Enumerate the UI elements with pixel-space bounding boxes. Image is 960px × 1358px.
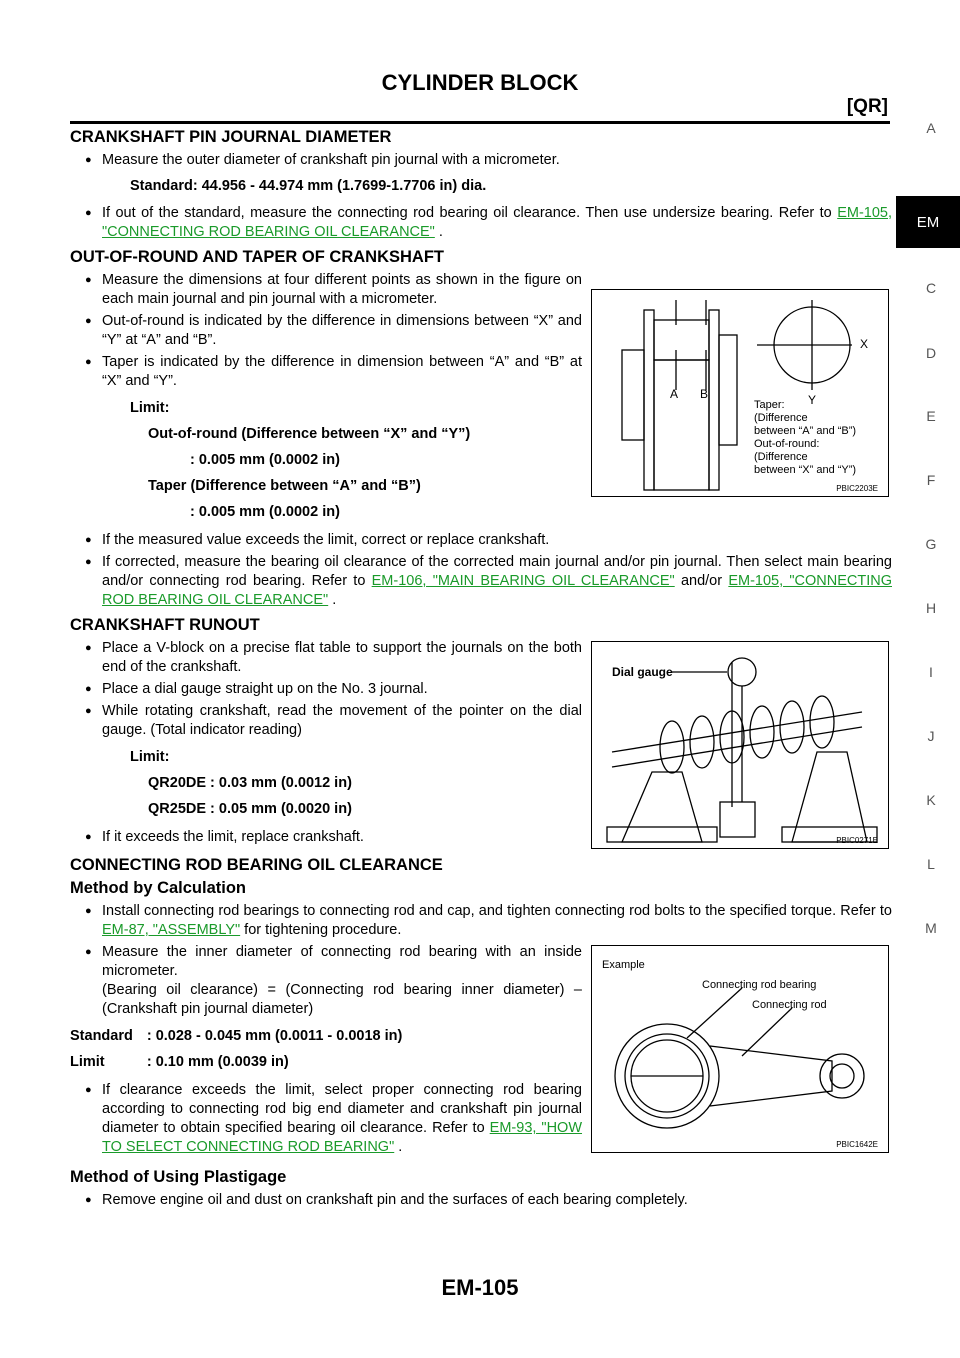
- example-label: Example: [602, 959, 645, 971]
- label-x: X: [860, 337, 869, 351]
- index-letter-a[interactable]: A: [926, 120, 936, 136]
- svg-text:between “X” and “Y”): between “X” and “Y”): [754, 464, 857, 476]
- index-letter-m[interactable]: M: [925, 920, 937, 936]
- page-content: [70, 122, 892, 1213]
- list-item: ● While rotating crankshaft, read the movement of the pointer on the dial gauge. (Total indicator reading): [85, 703, 582, 738]
- list-item: ● Measure the outer diameter of crankshaft pin journal with a micrometer.: [85, 152, 560, 168]
- label-b: B: [700, 387, 709, 401]
- index-letter-j[interactable]: J: [927, 728, 935, 744]
- section-title-out-of-round: OUT-OF-ROUND AND TAPER OF CRANKSHAFT: [70, 248, 444, 266]
- rod-label: Connecting rod: [752, 999, 827, 1011]
- taper-label: Taper:: [754, 399, 785, 411]
- index-letter-d[interactable]: D: [925, 345, 937, 361]
- figure-runout: [591, 641, 889, 849]
- spec-standard-pin: Standard: 44.956 - 44.974 mm (1.7699-1.7706 in) dia.: [130, 178, 487, 194]
- index-tab-em[interactable]: EM: [896, 196, 960, 248]
- index-letter-h[interactable]: H: [925, 600, 937, 616]
- engine-code: [QR]: [846, 96, 888, 117]
- out-of-round-label: Out-of-round:: [754, 438, 820, 450]
- svg-text:(Difference: (Difference: [754, 451, 808, 463]
- label-a: A: [670, 387, 679, 401]
- list-item: ● Place a V-block on a precise flat table to support the journals on the both end of the crankshaft.: [85, 640, 582, 675]
- section-title-oil-clearance: CONNECTING ROD BEARING OIL CLEARANCE: [70, 856, 443, 874]
- spec-clearance-table: Standard : 0.028 - 0.045 mm (0.0011 - 0.0018 in) Limit : 0.10 mm (0.0039 in): [70, 1028, 403, 1070]
- spec-limit-runout: Limit: QR20DE : 0.03 mm (0.0012 in) QR25DE : 0.05 mm (0.0020 in): [130, 749, 352, 817]
- index-letter-i[interactable]: I: [929, 664, 933, 680]
- link-em106[interactable]: EM-106, "MAIN BEARING OIL CLEARANCE": [371, 573, 675, 589]
- list-item: ● If it exceeds the limit, replace crankshaft.: [85, 829, 364, 845]
- section-index: [890, 0, 960, 1000]
- section-title-runout: CRANKSHAFT RUNOUT: [70, 616, 260, 634]
- link-em105[interactable]: EM-105, "CONNECTING ROD BEARING OIL CLEARANCE": [102, 205, 892, 240]
- list-item: ● If corrected, measure the bearing oil clearance of the corrected main journal and/or pin journal. Then select main bearing and/or connecting rod bearing. Refer to EM-106, "MAIN BEARING OIL CLEARANCE" and/or EM-105, "CONNECTING ROD BEARING OIL CLEARANCE" .: [85, 554, 892, 608]
- list-item: ● Measure the inner diameter of connecting rod bearing with an inside micrometer. (Bearing oil clearance) = (Connecting rod bearing inner diameter) – (Crankshaft pin journal diameter): [85, 944, 582, 1017]
- list-item: ● Out-of-round is indicated by the difference in dimensions between “X” and “Y” at “A” and “B”.: [85, 313, 582, 348]
- page-number: EM-105: [441, 1275, 519, 1300]
- index-letter-f[interactable]: F: [926, 472, 936, 488]
- crankshaft-journal-diagram: [592, 290, 888, 496]
- figure-id: PBIC1642E: [836, 1140, 878, 1149]
- dial-gauge-diagram: [592, 642, 888, 848]
- spec-limit-round: Limit: Out-of-round (Difference between “X” and “Y”) : 0.005 mm (0.0002 in) Taper (Difference between “A” and “B”) : 0.005 mm (0.0002 in): [130, 400, 471, 520]
- list-item: ● Place a dial gauge straight up on the No. 3 journal.: [85, 681, 428, 697]
- figure-connecting-rod: [591, 945, 889, 1153]
- list-item: ● Remove engine oil and dust on crankshaft pin and the surfaces of each bearing completely.: [85, 1192, 688, 1208]
- section-title-pin-journal: CRANKSHAFT PIN JOURNAL DIAMETER: [70, 128, 392, 146]
- svg-text:between “A” and “B”): between “A” and “B”): [754, 425, 857, 437]
- index-letter-g[interactable]: G: [925, 536, 937, 552]
- bearing-label: Connecting rod bearing: [702, 979, 817, 991]
- svg-text:(Difference: (Difference: [754, 412, 808, 424]
- list-item: ● If clearance exceeds the limit, select proper connecting rod bearing according to connecting rod big end diameter and crankshaft pin journal diameter to obtain specified bearing oil clearance. Refer to EM-93, "HOW TO SELECT CONNECTING ROD BEARING" .: [85, 1082, 583, 1155]
- label-y: Y: [808, 393, 817, 407]
- subtitle-plastigage: Method of Using Plastigage: [70, 1168, 287, 1186]
- connecting-rod-diagram: [592, 946, 888, 1152]
- page-title: CYLINDER BLOCK: [381, 70, 579, 95]
- list-item: ● If out of the standard, measure the connecting rod bearing oil clearance. Then use undersize bearing. Refer to EM-105, "CONNECTING ROD BEARING OIL CLEARANCE" .: [85, 205, 892, 240]
- subtitle-calculation: Method by Calculation: [70, 879, 247, 897]
- figure-id: PBIC0271E: [836, 836, 878, 845]
- index-letter-e[interactable]: E: [926, 408, 936, 424]
- index-letter-l[interactable]: L: [927, 856, 935, 872]
- list-item: ● Taper is indicated by the difference in dimension between “A” and “B” at “X” and “Y”.: [85, 354, 582, 389]
- link-em93[interactable]: EM-93, "HOW TO SELECT CONNECTING ROD BEARING": [102, 1120, 583, 1155]
- index-letter-c[interactable]: C: [925, 280, 937, 296]
- list-item: ● Install connecting rod bearings to connecting rod and cap, and tighten connecting rod bolts to the specified torque. Refer to EM-87, "ASSEMBLY" for tightening procedure.: [85, 903, 892, 938]
- index-letter-k[interactable]: K: [926, 792, 936, 808]
- link-em105[interactable]: EM-105, "CONNECTING ROD BEARING OIL CLEARANCE": [102, 573, 892, 608]
- list-item: ● Measure the dimensions at four different points as shown in the figure on each main journal and pin journal with a micrometer.: [85, 272, 582, 307]
- figure-crankshaft-taper: [591, 289, 889, 497]
- dial-gauge-label: Dial gauge: [612, 665, 673, 679]
- link-em87[interactable]: EM-87, "ASSEMBLY": [102, 922, 241, 938]
- figure-id: PBIC2203E: [836, 484, 878, 493]
- list-item: ● If the measured value exceeds the limit, correct or replace crankshaft.: [85, 532, 550, 548]
